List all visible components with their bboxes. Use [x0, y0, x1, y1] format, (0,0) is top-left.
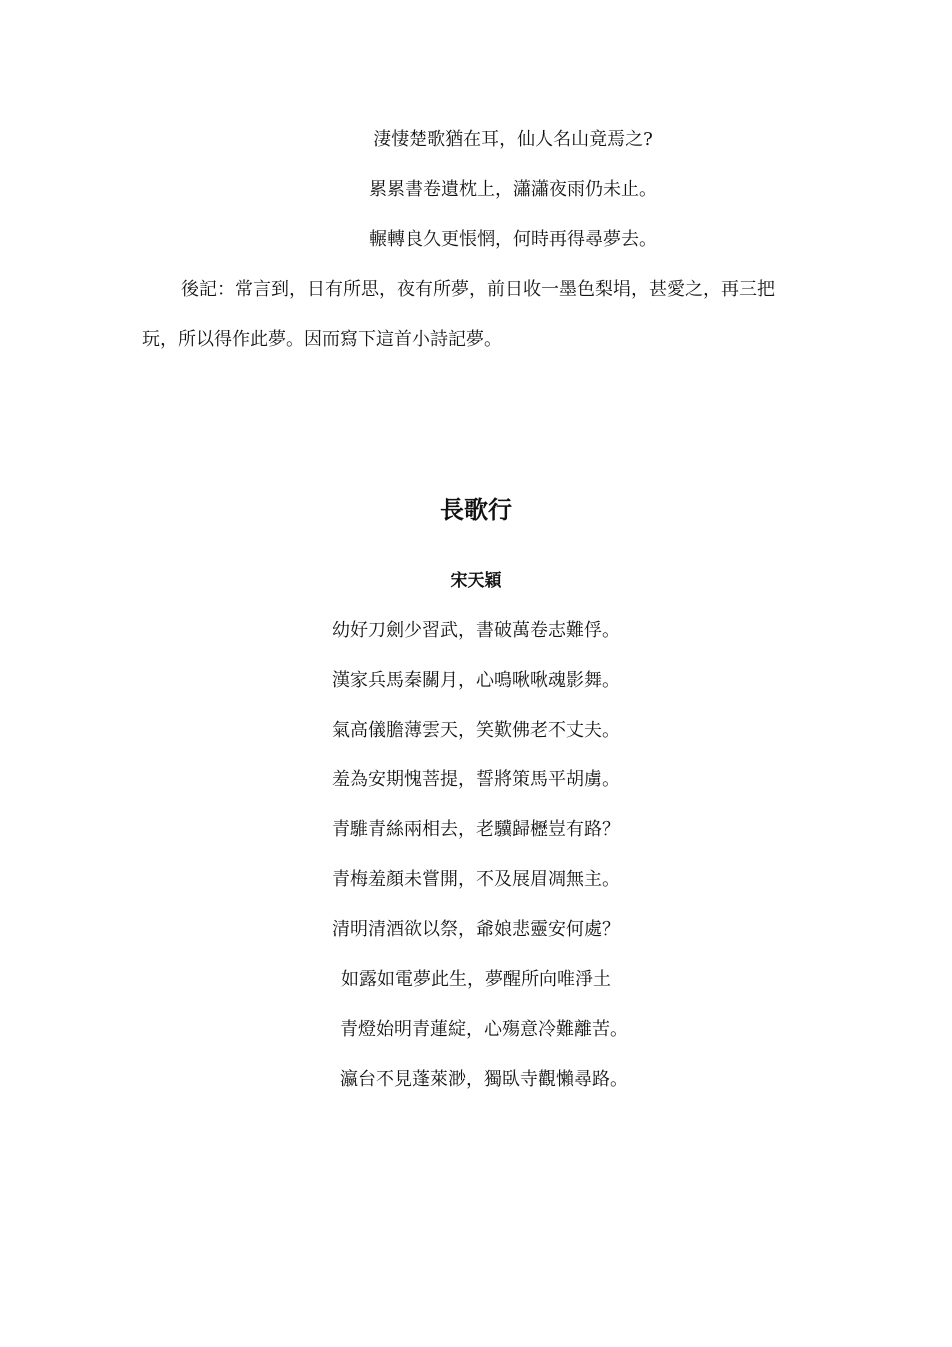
poem-line-4: 羞為安期愧菩提，誓將策馬平胡虜。 [332, 769, 620, 790]
postscript-line-1: 後記：常言到，日有所思，夜有所夢，前日收一墨色梨埍，甚愛之，再三把 [181, 279, 775, 300]
poem-line-3: 氣高儀膽薄雲天，笑歎佛老不丈夫。 [332, 720, 620, 741]
poem-line-1: 幼好刀劍少習武，書破萬卷志難俘。 [332, 620, 620, 641]
poem-line-8: 如露如電夢此生，夢醒所向唯淨土 [341, 969, 611, 990]
poem-line-6: 青梅羞顏未嘗開，不及展眉凋無主。 [332, 869, 620, 890]
poem-line-9: 青燈始明青蓮綻，心殤意冷難離苦。 [340, 1019, 628, 1040]
poem-title: 長歌行 [440, 496, 512, 524]
previous-poem-line-3: 輾轉良久更悵惘，何時再得尋夢去。 [369, 229, 657, 250]
poem-line-7: 清明清酒欲以祭，爺娘悲靈安何處？ [332, 919, 620, 940]
postscript-line-2: 玩，所以得作此夢。因而寫下這首小詩記夢。 [142, 329, 502, 350]
previous-poem-line-2: 累累書卷遺枕上，瀟瀟夜雨仍未止。 [369, 179, 657, 200]
poem-author: 宋天穎 [450, 571, 502, 591]
previous-poem-line-1: 淒悽楚歌猶在耳，仙人名山竟焉之? [373, 129, 653, 150]
poem-line-2: 漢家兵馬秦關月，心鳴啾啾魂影舞。 [332, 670, 620, 691]
poem-line-10: 瀛台不見蓬萊渺，獨臥寺觀懶尋路。 [340, 1069, 628, 1090]
poem-line-5: 青騅青絲兩相去，老驥歸櫪豈有路？ [332, 819, 620, 840]
